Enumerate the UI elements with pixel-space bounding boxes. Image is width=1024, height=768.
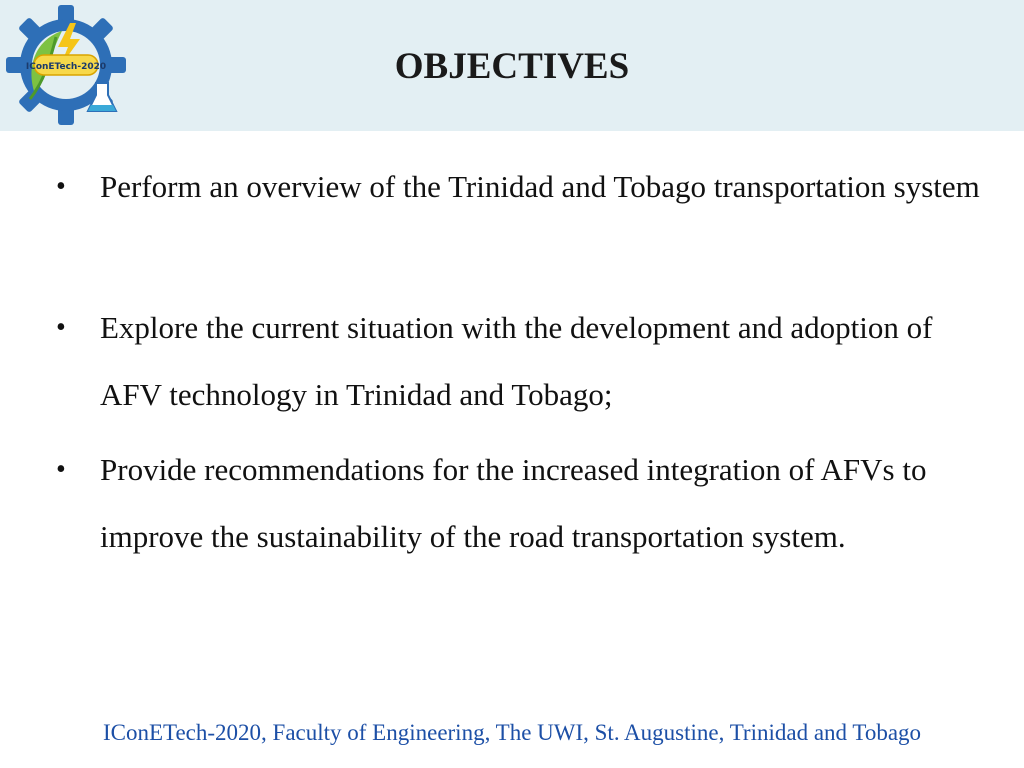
bullet-icon: • <box>56 454 66 485</box>
bullet-icon: • <box>56 312 66 343</box>
logo-text: IConETech-2020 <box>25 62 107 72</box>
list-item <box>56 294 976 428</box>
objective-text: Perform an overview of the Trinidad and Tobago transportation system <box>100 169 980 204</box>
header-band <box>0 0 1024 131</box>
footer-text: IConETech-2020, Faculty of Engineering, The UWI, St. Augustine, Trinidad and Tobago <box>102 720 922 745</box>
bullet-icon: • <box>56 171 66 202</box>
page-title: OBJECTIVES <box>394 46 630 87</box>
list-item <box>56 436 976 570</box>
list-item <box>56 153 980 220</box>
objective-text: Provide recommendations for the increased integration of AFVs to improve the sustainability of the road transportation system. <box>100 452 927 554</box>
objective-text: Explore the current situation with the development and adoption of AFV technology in Trinidad and Tobago; <box>100 310 933 412</box>
